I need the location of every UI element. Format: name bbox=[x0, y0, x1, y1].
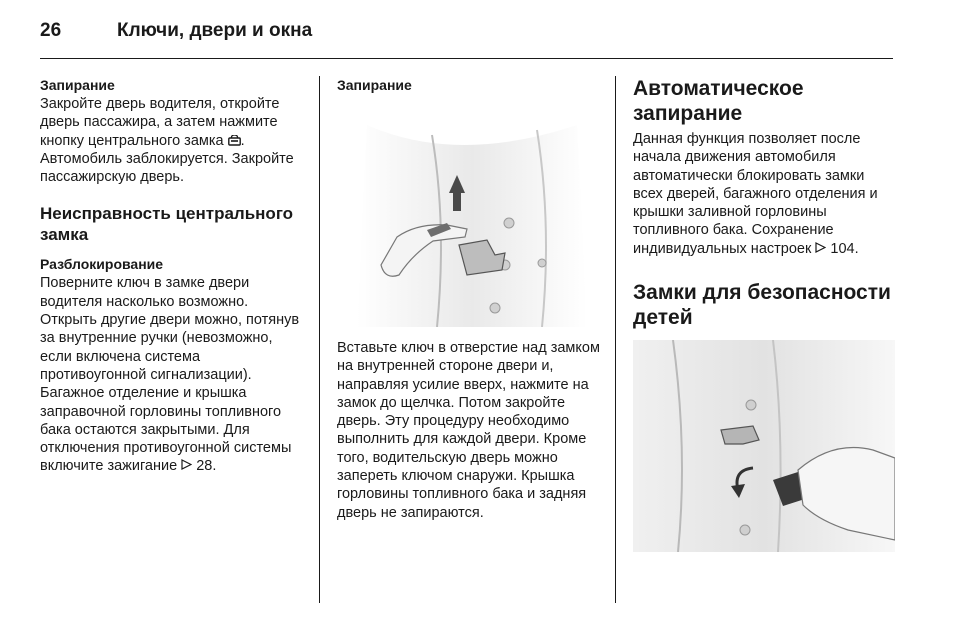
page-reference: 28. bbox=[196, 458, 217, 475]
paragraph-text: Закройте дверь водителя, откройте дверь пассажира, а затем нажмите кнопку центрального замка bbox=[40, 96, 280, 149]
section-heading: Замки для безопасности детей bbox=[633, 281, 891, 330]
page-number: 26 bbox=[40, 20, 62, 41]
section-heading: Запирание bbox=[337, 77, 412, 93]
arrow-right-icon bbox=[181, 459, 192, 470]
paragraph: Вставьте ключ в отверстие над замком на внутренней стороне двери и, направляя усилие вверх, нажмите на замок до щелчка. Потом закройте дверь. Эту процедуру необходимо выполнить для каждой двери. Кроме того, водительскую дверь можно запереть ключом снаружи. Крышка горловины топливного бака и задняя дверь не запираются. bbox=[337, 340, 600, 521]
paragraph bbox=[633, 130, 895, 258]
section-heading: Неисправность центрального замка bbox=[40, 204, 294, 245]
page-reference: 104. bbox=[830, 240, 859, 257]
subsection-heading: Разблокирование bbox=[40, 256, 164, 273]
arrow-right-icon bbox=[815, 242, 826, 253]
paragraph-text: . Автомобиль заблокируется. Закройте пассажирскую дверь. bbox=[40, 132, 294, 186]
column-divider bbox=[319, 76, 320, 603]
section-heading: Автоматическое запирание bbox=[633, 77, 804, 125]
column-2 bbox=[337, 76, 601, 522]
paragraph-text: Поверните ключ в замке двери водителя насколько возможно. Открыть другие двери можно, потянув за внутренние ручки (невозможно, если включена система противоугонной сигнализации). Багажное отделение и крышка заправочной горловины топливного бака остаются закрытыми. Для отключения противоугонной системы включите зажигание bbox=[40, 275, 300, 475]
paragraph bbox=[40, 95, 304, 186]
column-1 bbox=[40, 76, 304, 476]
column-divider bbox=[615, 76, 616, 603]
column-3 bbox=[633, 76, 895, 552]
paragraph bbox=[40, 274, 304, 475]
section-heading: Запирание bbox=[40, 77, 115, 93]
child-lock-illustration bbox=[633, 340, 895, 552]
door-lock-illustration bbox=[337, 105, 601, 327]
header-divider bbox=[40, 58, 893, 59]
paragraph-text: Данная функция позволяет после начала движения автомобиля автоматически блокировать замки всех дверей, багажного отделения и крышки заливной горловины топливного бака. Сохранение индивидуальных настроек bbox=[633, 131, 878, 257]
page-title: Ключи, двери и окна bbox=[117, 20, 313, 41]
central-lock-icon bbox=[228, 135, 241, 146]
